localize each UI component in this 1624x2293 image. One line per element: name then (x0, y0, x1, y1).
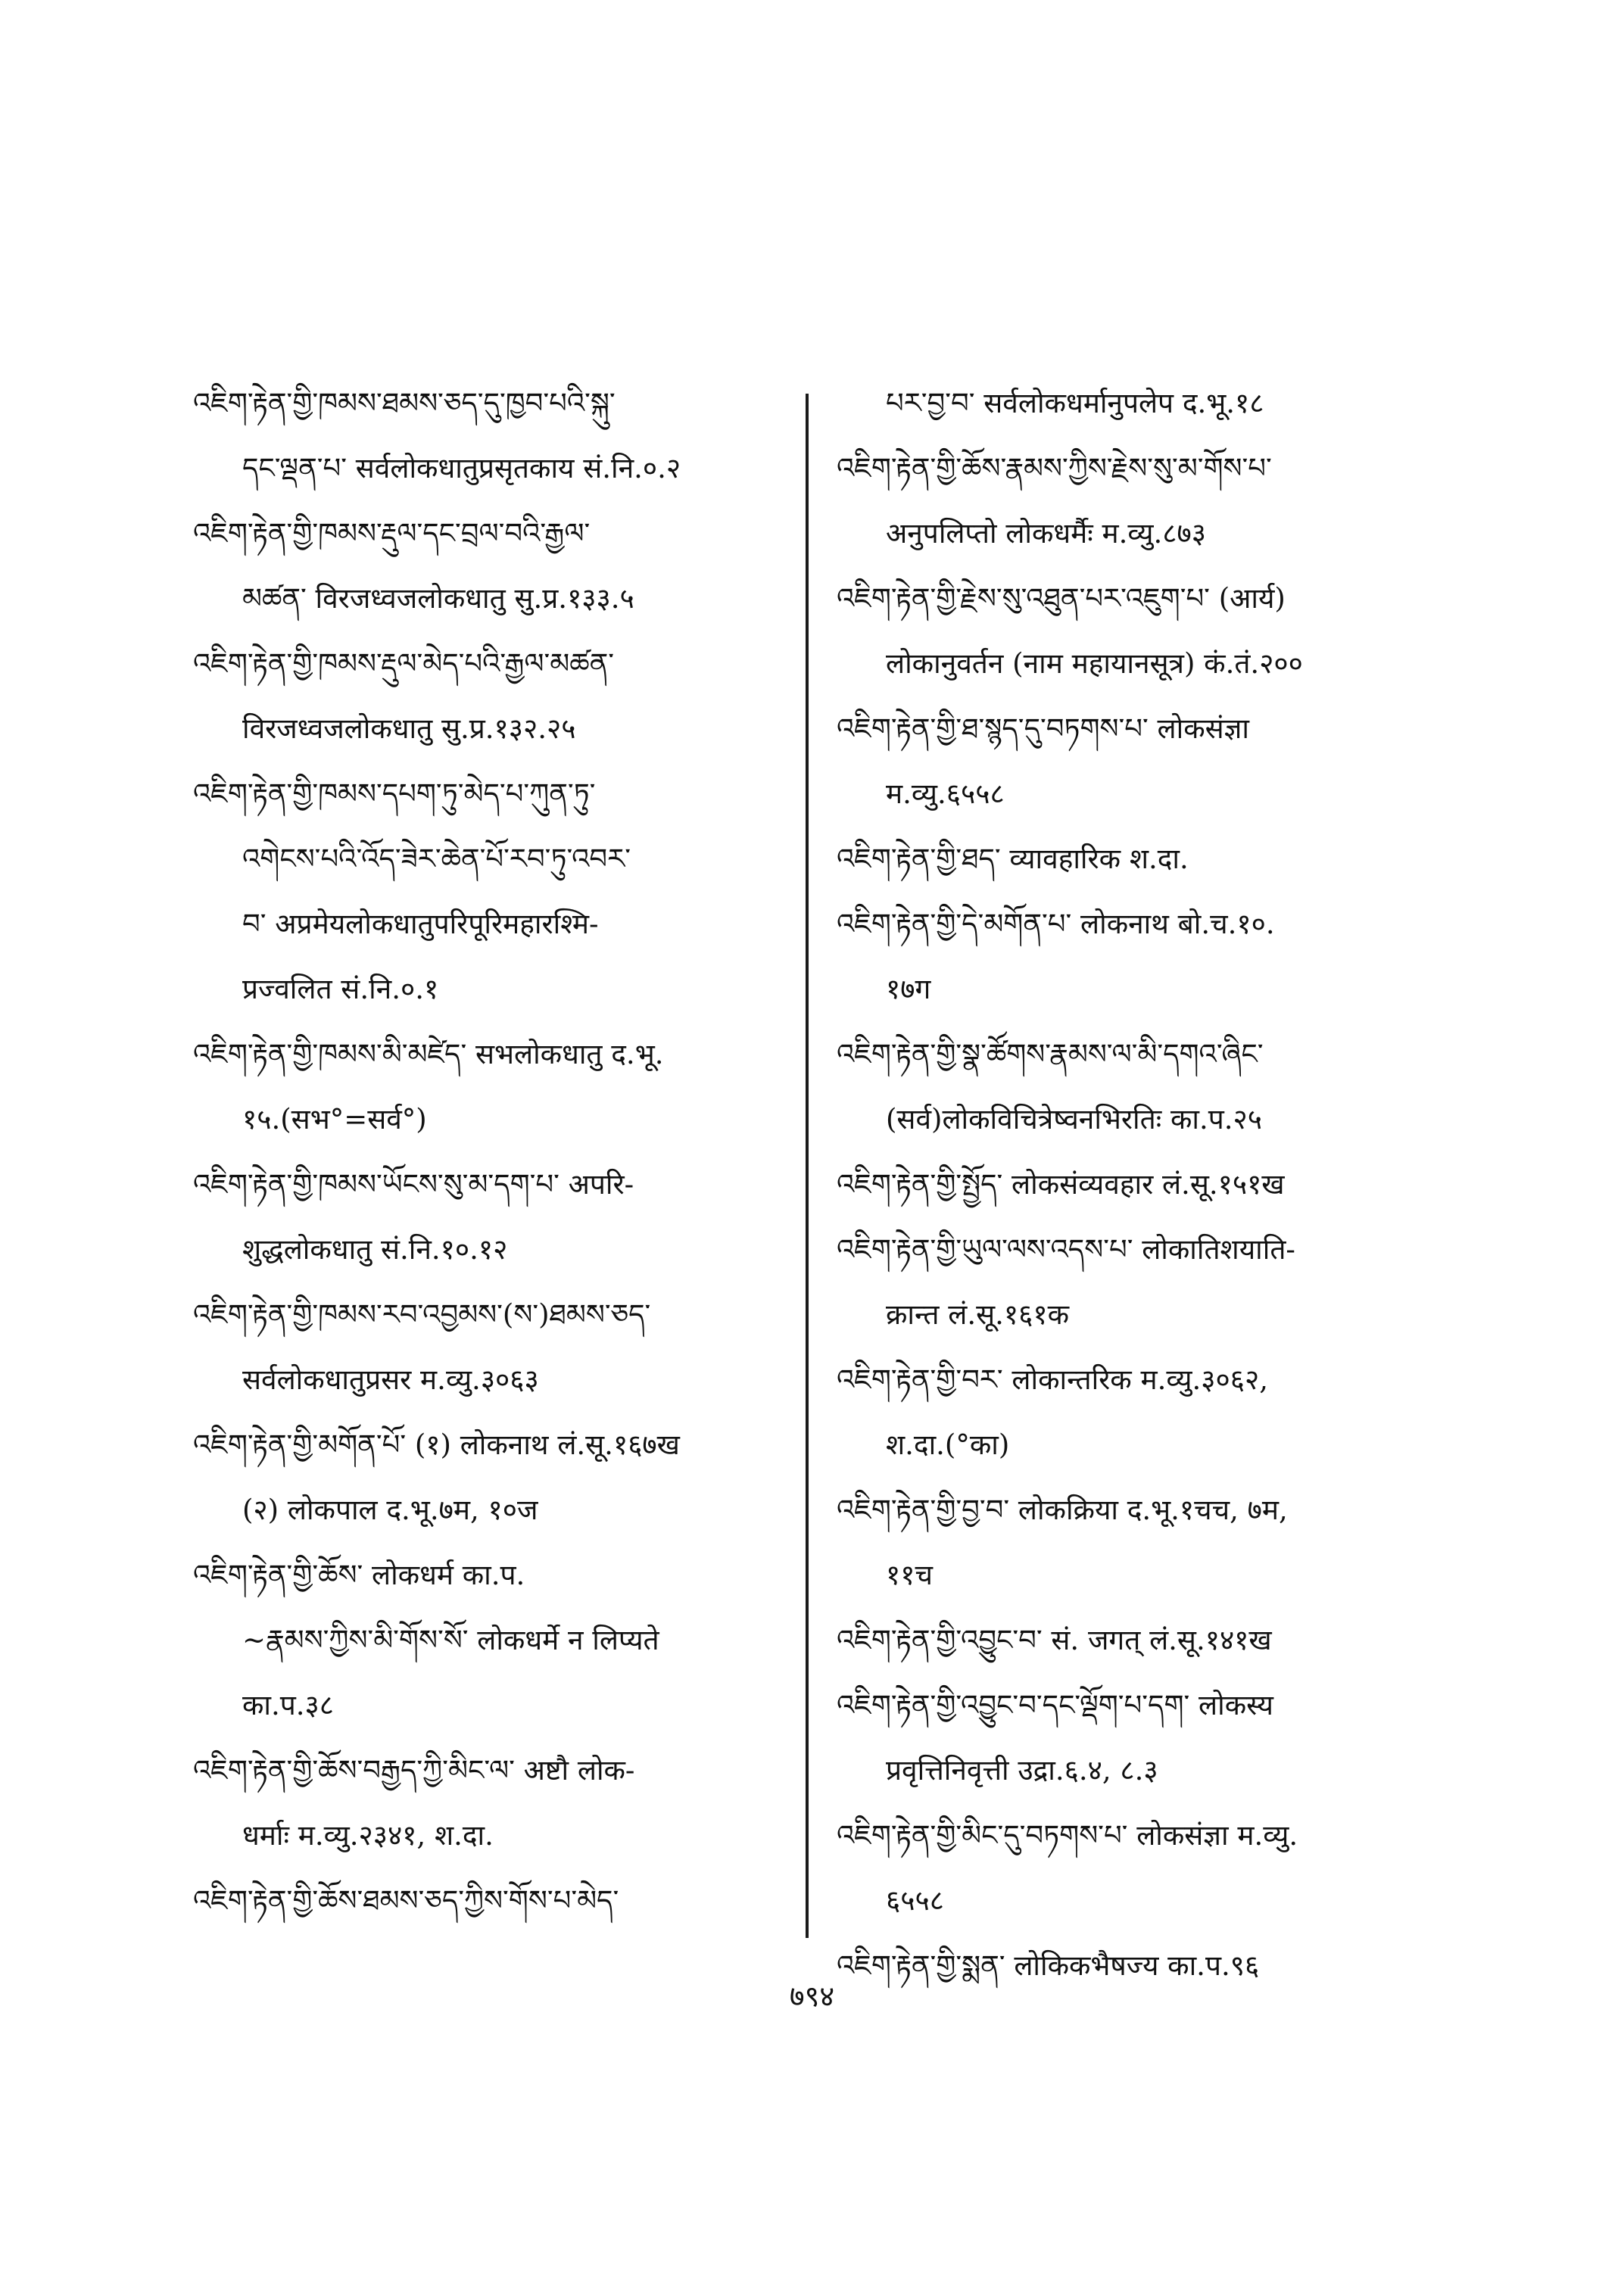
entry-line: ११च (886, 1559, 933, 1591)
entry-line: (२) लोकपाल द.भू.७म, १०ज (242, 1494, 538, 1526)
entry-line: ~རྣམས་ཀྱིས་མི་གོས་སོ་ लोकधर्मे न लिप्यते (242, 1624, 659, 1656)
entry-line: འཇིག་རྟེན་གྱི་རྗེས་སུ་འཐུན་པར་འཇུག་པ་ (आर्य) (837, 582, 1286, 615)
entry-line: म.व्यु.६५५८ (886, 777, 1005, 810)
entry-line: འཇིག་རྟེན་གྱི་ཆོས་བརྒྱད་ཀྱི་མིང་ལ་ अष्टौ लोक- (193, 1754, 635, 1787)
entry-line: विरजध्वजलोकधातु सु.प्र.१३२.२५ (242, 712, 576, 745)
entry-line: श.दा.(°का) (886, 1428, 1010, 1461)
entry-line: धर्माः म.व्यु.२३४१, श.दा. (242, 1819, 494, 1852)
entry-line: འཇིག་རྟེན་གྱི་ཁམས་རབ་འབྱམས་(ས་)ཐམས་ཅད་ (193, 1298, 651, 1331)
entry-line: འཇིག་རྟེན་གྱི་བར་ लोकान्तरिक म.व्यु.३०६२, (837, 1363, 1268, 1396)
entry-line: लोकानुवर्तन (नाम महायानसूत्र) कं.तं.२०० (886, 647, 1303, 680)
entry-line: འཇིག་རྟེན་གྱི་མིང་དུ་བཏགས་པ་ लोकसंज्ञा म.व्यु. (837, 1819, 1298, 1852)
entry-line: འཇིག་རྟེན་གྱི་ཁམས་ཐམས་ཅད་དུ་ཁྱབ་པའི་སྐུ་ (193, 387, 616, 419)
right-column (837, 371, 1442, 1999)
entry-line: འཇིག་རྟེན་གྱི་བྱ་བ་ लोकक्रिया द.भू.१चच, ७म, (837, 1494, 1288, 1526)
entry-line: अनुपलिप्तो लोकधर्मैः म.व्यु.८७३ (886, 517, 1207, 550)
entry-line: འཇིག་རྟེན་གྱི་ཁམས་རྡུལ་མེད་པའི་རྒྱལ་མཚན་ (193, 647, 615, 680)
entry-line: १७ग (886, 973, 931, 1005)
entry-line: འཇིག་རྟེན་གྱི་ཐ་སྙད་དུ་བཏགས་པ་ लोकसंज्ञा (837, 712, 1249, 745)
entry-line: འཇིག་རྟེན་གྱི་འབྱུང་བ་ सं. जगत् लं.सू.१४१ख (837, 1624, 1272, 1656)
entry-line: १५.(सभ°=सर्व°) (242, 1103, 427, 1136)
entry-line: བ་ अप्रमेयलोकधातुपरिपूरिमहारश्मि- (242, 908, 599, 940)
page-number: ७९४ (789, 1980, 835, 2013)
entry-line: དང་ལྡན་པ་ सर्वलोकधातुप्रसृतकाय सं.नि.०.२ (242, 452, 681, 484)
entry-line: འཇིག་རྟེན་གྱི་ཁམས་མི་མཛེད་ सभलोकधातु द.भू. (193, 1038, 664, 1070)
entry-line: འཇིག་རྟེན་གྱི་སྤྱོད་ लोकसंव्यवहार लं.सू.१५१ख (837, 1168, 1285, 1201)
entry-line: प्रवृत्तिनिवृत्ती उद्रा.६.४, ८.३ (886, 1754, 1158, 1787)
entry-line: (सर्व)लोकविचित्रेष्वनभिरतिः का.प.२५ (886, 1103, 1262, 1136)
entry-line: འཇིག་རྟེན་གྱི་ཁམས་ཡོངས་སུ་མ་དག་པ་ अपरि- (193, 1168, 634, 1201)
entry-line: འཇིག་རྟེན་གྱི་ཆོས་ཐམས་ཅད་ཀྱིས་གོས་པ་མེད་ (193, 1884, 619, 1917)
entry-line: सर्वलोकधातुप्रसर म.व्यु.३०६३ (242, 1363, 539, 1396)
entry-line: མཚན་ विरजध्वजलोकधातु सु.प्र.१३३.५ (242, 582, 634, 615)
entry-line: འཇིག་རྟེན་གྱི་ཁམས་རྡུལ་དང་བྲལ་བའི་རྒྱལ་ (193, 517, 591, 550)
entry-line: क्रान्त लं.सू.१६१क (886, 1298, 1070, 1331)
entry-line: का.प.३८ (242, 1689, 335, 1721)
entry-line: འཇིག་རྟེན་གྱི་སྣ་ཚོགས་རྣམས་ལ་མི་དགའ་ཞིང་ (837, 1038, 1264, 1070)
entry-line: प्रज्वलित सं.नि.०.१ (242, 973, 439, 1005)
entry-line: འཇིག་རྟེན་གྱི་ཐད་ व्यावहारिक श.दा. (837, 843, 1189, 875)
entry-line: འགེངས་པའི་འོད་ཟེར་ཆེན་པོ་རབ་ཏུ་འབར་ (242, 843, 631, 875)
entry-line: འཇིག་རྟེན་གྱི་སྨན་ लोकिकभैषज्य का.प.९६ (837, 1949, 1260, 1982)
entry-line: འཇིག་རྟེན་གྱི་དེ་མགོན་པ་ लोकनाथ बो.च.१०. (837, 908, 1275, 940)
column-divider (806, 394, 809, 1938)
entry-line: शुद्धलोकधातु सं.नि.१०.१२ (242, 1233, 508, 1266)
entry-line: འཇིག་རྟེན་གྱི་ཁམས་དཔག་ཏུ་མེད་པ་ཀུན་ཏུ་ (193, 777, 596, 810)
entry-line: འཇིག་རྟེན་གྱི་ཆོས་རྣམས་ཀྱིས་རྗེས་སུ་མ་གོས་པ་ (837, 452, 1272, 484)
entry-line: འཇིག་རྟེན་གྱི་ཆོས་ लोकधर्म का.प. (193, 1559, 525, 1591)
entry-line: འཇིག་རྟེན་གྱི་ཡུལ་ལས་འདས་པ་ लोकातिशयाति- (837, 1233, 1295, 1266)
entry-line: ६५५८ (886, 1884, 944, 1917)
left-column (193, 371, 799, 1933)
entry-line: འཇིག་རྟེན་གྱི་མགོན་པོ་ (१) लोकनाथ लं.सू.१६७ख (193, 1428, 680, 1461)
entry-line: འཇིག་རྟེན་གྱི་འབྱུང་བ་དང་ལྡོག་པ་དག་ लोकस्य (837, 1689, 1273, 1721)
entry-line: པར་བྱ་བ་ सर्वलोकधर्मानुपलेप द.भू.१८ (886, 387, 1264, 419)
